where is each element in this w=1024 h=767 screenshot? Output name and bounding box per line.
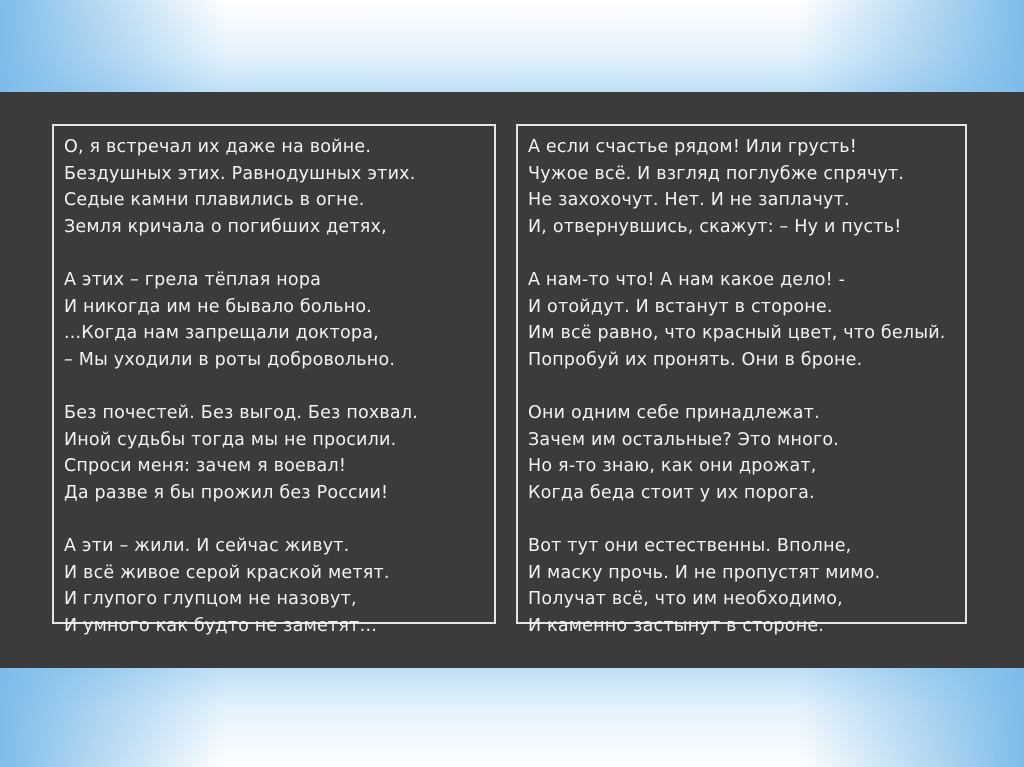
poem-line: Без почестей. Без выгод. Без похвал. — [64, 403, 419, 423]
stanza — [64, 400, 494, 506]
poem-line: Вот тут они естественны. Вполне, — [528, 536, 852, 556]
top-frame-glow — [0, 0, 1024, 92]
bottom-frame-glow — [0, 668, 1024, 767]
poem-line: Но я-то знаю, как они дрожат, — [528, 456, 817, 476]
poem-line: Попробуй их пронять. Они в броне. — [528, 349, 863, 370]
poem-line: Бездушных этих. Равнодушных этих. — [64, 163, 416, 184]
poem-line: Они одним себе принадлежат. — [528, 403, 820, 423]
poem-line: И каменно застынут в стороне. — [528, 615, 825, 636]
poem-line: Седые камни плавились в огне. — [64, 190, 365, 210]
poem-line: Да разве я бы прожил без России! — [64, 482, 389, 503]
poem-line: ...Когда нам запрещали доктора, — [64, 323, 379, 343]
stanza — [528, 400, 965, 506]
poem-line: Иной судьбы тогда мы не просили. — [64, 429, 397, 450]
poem-line: И глупого глупцом не назовут, — [64, 589, 357, 609]
poem-line: А эти – жили. И сейчас живут. — [64, 536, 350, 556]
poem-line: – Мы уходили в роты добровольно. — [64, 349, 396, 370]
poem-line: И, отвернувшись, скажут: – Ну и пусть! — [528, 216, 902, 237]
poem-left-column — [52, 124, 496, 636]
poem-line: А нам-то что! А нам какое дело! - — [528, 270, 846, 290]
poem-right-column — [516, 124, 967, 636]
stanza — [64, 533, 494, 639]
poem-line: А этих – грела тёплая нора — [64, 270, 322, 290]
stanza — [528, 134, 965, 240]
poem-line: Получат всё, что им необходимо, — [528, 589, 843, 609]
poem-line: А если счастье рядом! Или грусть! — [528, 137, 858, 157]
poem-line: Когда беда стоит у их порога. — [528, 482, 815, 503]
poem-line: О, я встречал их даже на войне. — [64, 137, 372, 157]
stanza — [528, 267, 965, 373]
poem-line: И умного как будто не заметят… — [64, 615, 378, 636]
poem-line: Земля кричала о погибших детях, — [64, 216, 387, 237]
poem-line: Им всё равно, что красный цвет, что белый. — [528, 323, 946, 343]
poem-line: Не захохочут. Нет. И не заплачут. — [528, 190, 850, 210]
poem-line: Чужое всё. И взгляд поглубже спрячут. — [528, 163, 905, 184]
stanza — [64, 267, 494, 373]
stanza — [64, 134, 494, 240]
slide — [0, 92, 1024, 668]
poem-line: И никогда им не бывало больно. — [64, 296, 373, 317]
stanza — [528, 533, 965, 639]
poem-line: И отойдут. И встанут в стороне. — [528, 296, 833, 317]
poem-line: Зачем им остальные? Это много. — [528, 429, 840, 450]
poem-line: Спроси меня: зачем я воевал! — [64, 456, 347, 476]
poem-line: И маску прочь. И не пропустят мимо. — [528, 562, 881, 583]
poem-line: И всё живое серой краской метят. — [64, 562, 390, 583]
